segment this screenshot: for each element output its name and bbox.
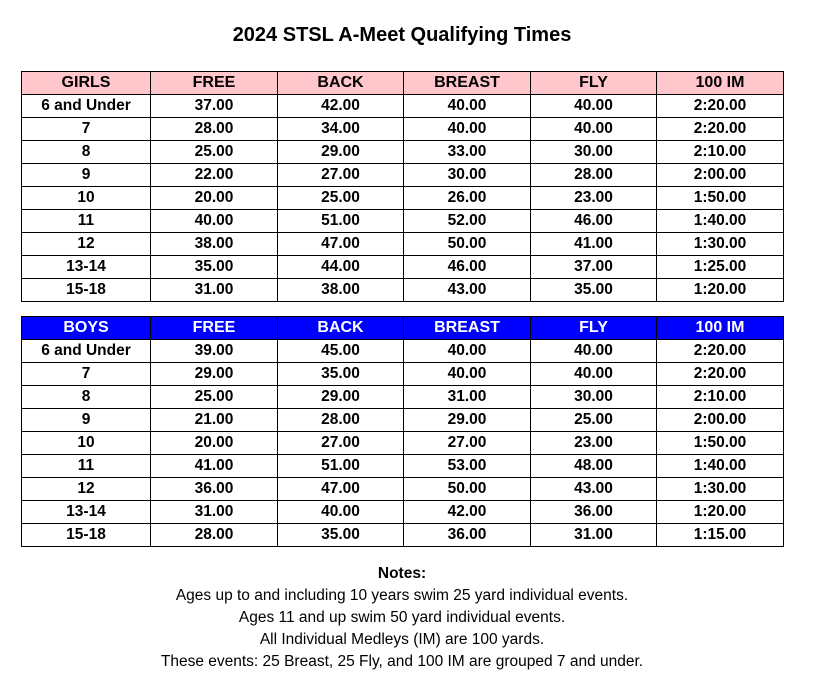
girls-header-cell: GIRLS [22, 72, 151, 95]
table-row [22, 386, 784, 409]
time-cell: 29.00 [404, 409, 531, 432]
time-cell: 1:40.00 [657, 455, 784, 478]
page-title: 2024 STSL A-Meet Qualifying Times [232, 24, 572, 46]
note-line: Ages 11 and up swim 50 yard individual events. [238, 609, 566, 626]
time-cell: 37.00 [151, 95, 278, 118]
girls-header-cell: FREE [151, 72, 278, 95]
table-row [22, 279, 784, 302]
time-cell: 40.00 [531, 118, 657, 141]
time-cell: 48.00 [531, 455, 657, 478]
time-cell: 1:30.00 [657, 478, 784, 501]
age-group-cell: 9 [22, 409, 151, 432]
time-cell: 40.00 [531, 95, 657, 118]
table-row [22, 118, 784, 141]
time-cell: 52.00 [404, 210, 531, 233]
note-line: Ages up to and including 10 years swim 25 yard individual events. [175, 587, 629, 604]
age-group-cell: 12 [22, 233, 151, 256]
time-cell: 42.00 [404, 501, 531, 524]
time-cell: 40.00 [531, 363, 657, 386]
time-cell: 28.00 [151, 118, 278, 141]
age-group-cell: 13-14 [22, 501, 151, 524]
time-cell: 1:20.00 [657, 501, 784, 524]
time-cell: 31.00 [404, 386, 531, 409]
notes-heading: Notes: [377, 565, 427, 582]
time-cell: 35.00 [278, 363, 404, 386]
time-cell: 28.00 [151, 524, 278, 547]
time-cell: 41.00 [531, 233, 657, 256]
time-cell: 40.00 [404, 118, 531, 141]
time-cell: 25.00 [151, 141, 278, 164]
age-group-cell: 15-18 [22, 279, 151, 302]
time-cell: 43.00 [531, 478, 657, 501]
time-cell: 2:20.00 [657, 363, 784, 386]
time-cell: 2:20.00 [657, 118, 784, 141]
girls-header-cell: BREAST [404, 72, 531, 95]
notes-section [0, 563, 804, 673]
time-cell: 34.00 [278, 118, 404, 141]
girls-header-cell: 100 IM [657, 72, 784, 95]
time-cell: 1:50.00 [657, 187, 784, 210]
time-cell: 46.00 [404, 256, 531, 279]
time-cell: 27.00 [278, 164, 404, 187]
time-cell: 25.00 [151, 386, 278, 409]
table-row [22, 187, 784, 210]
time-cell: 51.00 [278, 210, 404, 233]
girls-table-header [22, 72, 784, 95]
time-cell: 31.00 [151, 501, 278, 524]
time-cell: 2:10.00 [657, 386, 784, 409]
age-group-cell: 9 [22, 164, 151, 187]
table-row [22, 409, 784, 432]
time-cell: 25.00 [531, 409, 657, 432]
time-cell: 40.00 [404, 95, 531, 118]
time-cell: 1:15.00 [657, 524, 784, 547]
time-cell: 45.00 [278, 340, 404, 363]
time-cell: 27.00 [278, 432, 404, 455]
note-line: All Individual Medleys (IM) are 100 yards. [259, 631, 545, 648]
time-cell: 30.00 [404, 164, 531, 187]
table-row [22, 210, 784, 233]
age-group-cell: 11 [22, 210, 151, 233]
age-group-cell: 6 and Under [22, 340, 151, 363]
time-cell: 51.00 [278, 455, 404, 478]
time-cell: 44.00 [278, 256, 404, 279]
time-cell: 1:50.00 [657, 432, 784, 455]
time-cell: 27.00 [404, 432, 531, 455]
time-cell: 40.00 [404, 363, 531, 386]
time-cell: 35.00 [151, 256, 278, 279]
time-cell: 50.00 [404, 233, 531, 256]
table-row [22, 340, 784, 363]
time-cell: 1:30.00 [657, 233, 784, 256]
boys-header-cell: BACK [278, 317, 404, 340]
time-cell: 20.00 [151, 432, 278, 455]
time-cell: 42.00 [278, 95, 404, 118]
time-cell: 20.00 [151, 187, 278, 210]
age-group-cell: 10 [22, 187, 151, 210]
time-cell: 31.00 [531, 524, 657, 547]
age-group-cell: 10 [22, 432, 151, 455]
time-cell: 41.00 [151, 455, 278, 478]
table-row [22, 501, 784, 524]
time-cell: 29.00 [151, 363, 278, 386]
time-cell: 47.00 [278, 478, 404, 501]
time-cell: 40.00 [404, 340, 531, 363]
boys-header-cell: BOYS [22, 317, 151, 340]
time-cell: 36.00 [151, 478, 278, 501]
age-group-cell: 8 [22, 386, 151, 409]
time-cell: 38.00 [151, 233, 278, 256]
age-group-cell: 15-18 [22, 524, 151, 547]
table-row [22, 233, 784, 256]
time-cell: 38.00 [278, 279, 404, 302]
table-row [22, 524, 784, 547]
time-cell: 22.00 [151, 164, 278, 187]
time-cell: 21.00 [151, 409, 278, 432]
time-cell: 2:20.00 [657, 340, 784, 363]
time-cell: 39.00 [151, 340, 278, 363]
table-row [22, 141, 784, 164]
girls-header-cell: BACK [278, 72, 404, 95]
girls-table-body [22, 95, 784, 302]
table-row [22, 363, 784, 386]
boys-table-body [22, 340, 784, 547]
time-cell: 2:10.00 [657, 141, 784, 164]
time-cell: 47.00 [278, 233, 404, 256]
time-cell: 29.00 [278, 141, 404, 164]
age-group-cell: 7 [22, 118, 151, 141]
note-line: These events: 25 Breast, 25 Fly, and 100 IM are grouped 7 and under. [160, 653, 644, 670]
time-cell: 2:20.00 [657, 95, 784, 118]
time-cell: 25.00 [278, 187, 404, 210]
age-group-cell: 7 [22, 363, 151, 386]
boys-header-cell: FREE [151, 317, 278, 340]
time-cell: 28.00 [278, 409, 404, 432]
table-row [22, 432, 784, 455]
table-row [22, 478, 784, 501]
age-group-cell: 12 [22, 478, 151, 501]
time-cell: 36.00 [404, 524, 531, 547]
time-cell: 40.00 [278, 501, 404, 524]
age-group-cell: 13-14 [22, 256, 151, 279]
boys-times-table [21, 316, 784, 547]
girls-times-table [21, 71, 784, 302]
time-cell: 43.00 [404, 279, 531, 302]
boys-table-header [22, 317, 784, 340]
time-cell: 40.00 [151, 210, 278, 233]
time-cell: 29.00 [278, 386, 404, 409]
time-cell: 1:25.00 [657, 256, 784, 279]
time-cell: 1:20.00 [657, 279, 784, 302]
time-cell: 35.00 [531, 279, 657, 302]
time-cell: 23.00 [531, 432, 657, 455]
time-cell: 46.00 [531, 210, 657, 233]
age-group-cell: 6 and Under [22, 95, 151, 118]
boys-header-cell: 100 IM [657, 317, 784, 340]
time-cell: 50.00 [404, 478, 531, 501]
time-cell: 33.00 [404, 141, 531, 164]
table-row [22, 256, 784, 279]
time-cell: 35.00 [278, 524, 404, 547]
boys-header-cell: BREAST [404, 317, 531, 340]
table-row [22, 164, 784, 187]
boys-header-cell: FLY [531, 317, 657, 340]
time-cell: 28.00 [531, 164, 657, 187]
time-cell: 40.00 [531, 340, 657, 363]
time-cell: 26.00 [404, 187, 531, 210]
time-cell: 31.00 [151, 279, 278, 302]
time-cell: 30.00 [531, 141, 657, 164]
table-row [22, 95, 784, 118]
age-group-cell: 11 [22, 455, 151, 478]
time-cell: 2:00.00 [657, 164, 784, 187]
time-cell: 23.00 [531, 187, 657, 210]
time-cell: 53.00 [404, 455, 531, 478]
time-cell: 30.00 [531, 386, 657, 409]
time-cell: 36.00 [531, 501, 657, 524]
time-cell: 1:40.00 [657, 210, 784, 233]
time-cell: 37.00 [531, 256, 657, 279]
girls-header-cell: FLY [531, 72, 657, 95]
time-cell: 2:00.00 [657, 409, 784, 432]
age-group-cell: 8 [22, 141, 151, 164]
table-row [22, 455, 784, 478]
